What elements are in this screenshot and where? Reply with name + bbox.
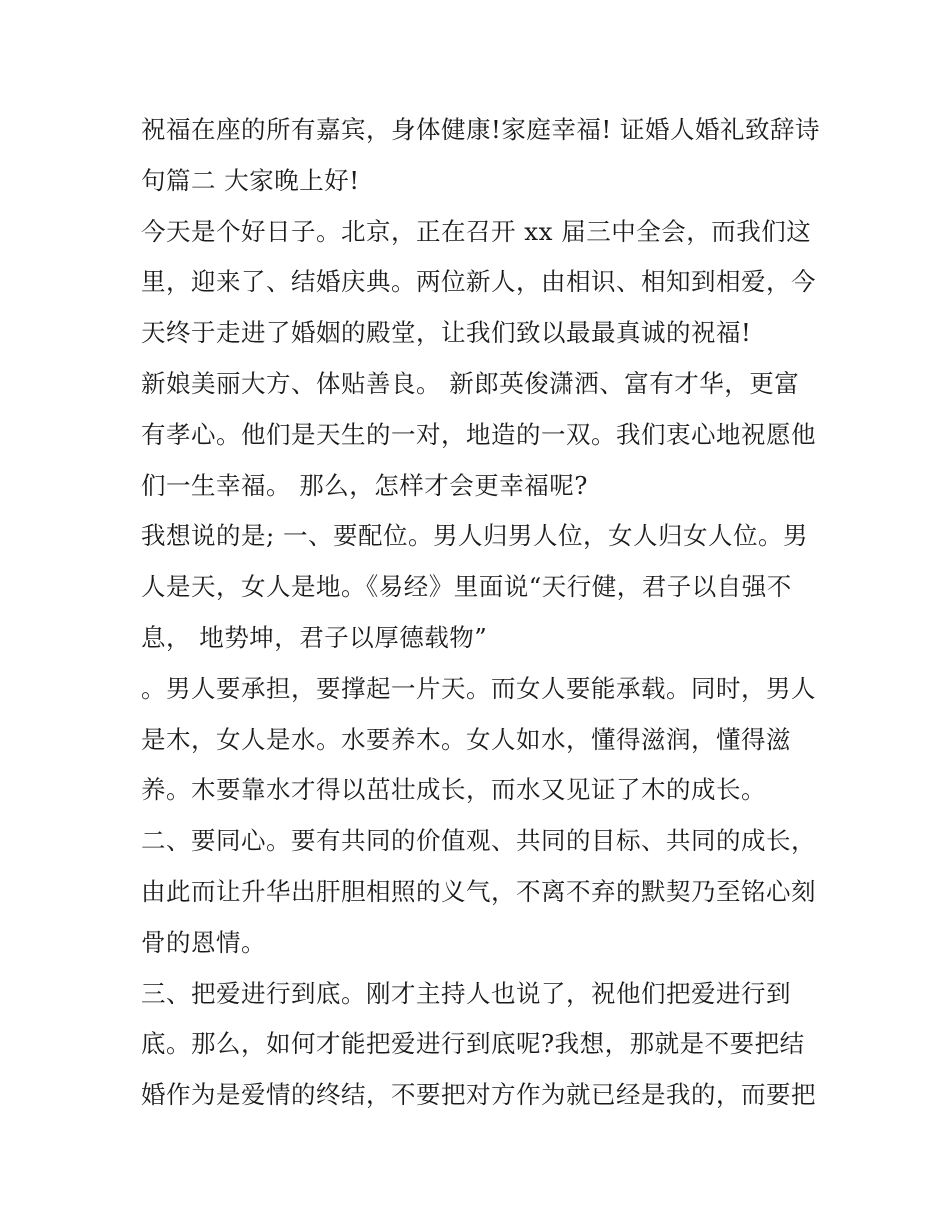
- text-line: 里，迎来了、结婚庆典。两位新人，由相识、相知到相爱，今: [141, 267, 816, 297]
- text-line: 底。那么，如何才能把爱进行到底呢?我想，那就是不要把结: [141, 1029, 805, 1059]
- text-line: 三、把爱进行到底。刚才主持人也说了，祝他们把爱进行到: [141, 978, 791, 1008]
- text-line: 养。木要靠水才得以茁壮成长，而水又见证了木的成长。: [141, 775, 766, 805]
- text-line: 句篇二 大家晚上好!: [141, 165, 360, 195]
- text-line: 。男人要承担，要撑起一片天。而女人要能承载。同时，男人: [141, 673, 816, 703]
- text-line: 新娘美丽大方、体贴善良。 新郎英俊潇洒、富有才华，更富: [141, 368, 800, 398]
- text-line: 有孝心。他们是天生的一对，地造的一双。我们衷心地祝愿他: [141, 419, 816, 449]
- text-line: 祝福在座的所有嘉宾，身体健康!家庭幸福! 证婚人婚礼致辞诗: [141, 115, 820, 144]
- text-line: 是木，女人是水。水要养木。女人如水，懂得滋润，懂得滋: [141, 724, 791, 754]
- text-line: 我想说的是; 一、要配位。男人归男人位，女人归女人位。男: [141, 521, 809, 551]
- text-line: 婚作为是爱情的终结，不要把对方作为就已经是我的，而要把: [141, 1080, 816, 1110]
- text-line: 人是天，女人是地。《易经》里面说“天行健，君子以自强不: [141, 572, 792, 602]
- text-line: 们一生幸福。 那么，怎样才会更幸福呢?: [141, 470, 588, 500]
- text-line: 二、要同心。要有共同的价值观、共同的目标、共同的成长，: [141, 826, 816, 856]
- text-line: 骨的恩情。: [141, 927, 266, 957]
- document-body-text: [141, 105, 821, 1121]
- text-line: 息， 地势坤，君子以厚德载物”: [141, 622, 488, 652]
- text-line: 今天是个好日子。北京，正在召开 xx 届三中全会，而我们这: [141, 216, 812, 246]
- text-line: 天终于走进了婚姻的殿堂，让我们致以最最真诚的祝福!: [141, 318, 752, 348]
- text-line: 由此而让升华出肝胆相照的义气，不离不弃的默契乃至铭心刻: [141, 876, 816, 906]
